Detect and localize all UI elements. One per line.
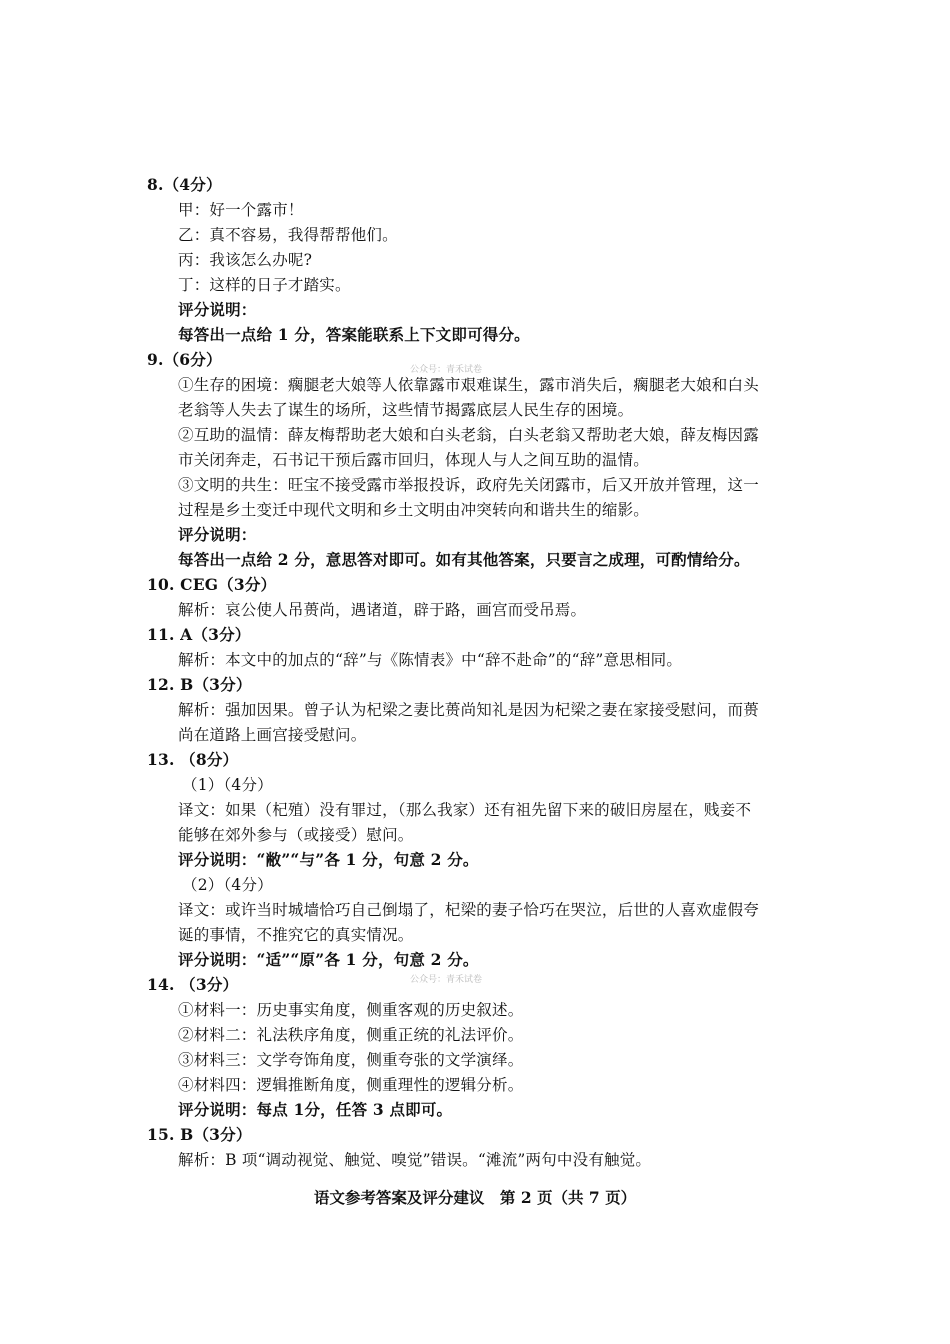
q14-score: 评分说明：每点 1分，任答 3 点即可。 [178, 1100, 453, 1119]
q15-explanation: 解析：B 项“调动视觉、触觉、嗅觉”错误。“滩流”两句中没有触觉。 [178, 1151, 652, 1169]
q9-point-2-line-1: ②互助的温情：薛友梅帮助老大娘和白头老翁，白头老翁又帮助老大娘，薛友梅因露 [178, 426, 759, 444]
q8-number: 8.（4分） [147, 175, 222, 194]
q14-material-3: ③材料三：文学夸饰角度，侧重夸张的文学演绎。 [178, 1051, 524, 1069]
q14-number: 14. （3分） [147, 975, 239, 994]
watermark: 公众号：青禾试卷 [410, 365, 483, 375]
q10-number: 10. CEG（3分） [147, 575, 277, 594]
q9-number: 9.（6分） [147, 350, 222, 369]
q12-number: 12. B（3分） [147, 675, 252, 694]
q8-score-title: 评分说明： [178, 300, 257, 319]
q8-answer-3: 丙：我该怎么办呢? [178, 251, 313, 269]
page-footer: 语文参考答案及评分建议 第 2 页（共 7 页） [313, 1188, 637, 1207]
q8-score: 每答出一点给 1 分，答案能联系上下文即可得分。 [178, 325, 530, 344]
q14-material-4: ④材料四：逻辑推断角度，侧重理性的逻辑分析。 [178, 1076, 524, 1094]
q9-score: 每答出一点给 2 分，意思答对即可。如有其他答案，只要言之成理，可酌情给分。 [178, 550, 750, 569]
q13-sub-1: （1）（4分） [182, 776, 273, 794]
q9-point-3-line-1: ③文明的共生：旺宝不接受露市举报投诉，政府先关闭露市，后又开放并管理，这一 [178, 476, 759, 494]
q9-point-1-line-2: 老翁等人失去了谋生的场所，这些情节揭露底层人民生存的困境。 [178, 401, 634, 419]
q11-number: 11. A（3分） [147, 625, 251, 644]
watermark: 公众号：青禾试卷 [410, 975, 483, 985]
q14-material-2: ②材料二：礼法秩序角度，侧重正统的礼法评价。 [178, 1026, 524, 1044]
q12-explanation-line-2: 尚在道路上画宫接受慰问。 [178, 726, 367, 744]
q8-answer-1: 甲：好一个露市！ [178, 201, 304, 219]
q13-translation-1-line-1: 译文：如果（杞殖）没有罪过，（那么我家）还有祖先留下来的破旧房屋在，贱妾不 [178, 801, 752, 819]
q13-score-2: 评分说明：“适”“原”各 1 分，句意 2 分。 [178, 950, 479, 969]
q13-number: 13. （8分） [147, 750, 239, 769]
q14-material-1: ①材料一：历史事实角度，侧重客观的历史叙述。 [178, 1001, 524, 1019]
q13-translation-2-line-2: 诞的事情，不推究它的真实情况。 [178, 926, 414, 944]
q8-answer-2: 乙：真不容易，我得帮帮他们。 [178, 226, 398, 244]
q13-translation-2-line-1: 译文：或许当时城墙恰巧自己倒塌了，杞梁的妻子恰巧在哭泣，后世的人喜欢虚假夸 [178, 901, 759, 919]
q9-point-3-line-2: 过程是乡土变迁中现代文明和乡土文明由冲突转向和谐共生的缩影。 [178, 501, 650, 519]
q9-score-title: 评分说明： [178, 525, 257, 544]
q13-sub-2: （2）（4分） [182, 876, 273, 894]
q8-answer-4: 丁：这样的日子才踏实。 [178, 276, 351, 294]
q12-explanation-line-1: 解析：强加因果。曾子认为杞梁之妻比蒉尚知礼是因为杞梁之妻在家接受慰问，而蒉 [178, 701, 759, 719]
q10-explanation: 解析：哀公使人吊蒉尚，遇诸道，辟于路，画宫而受吊焉。 [178, 601, 587, 619]
q15-number: 15. B（3分） [147, 1125, 252, 1144]
q13-score-1: 评分说明：“敝”“与”各 1 分，句意 2 分。 [178, 850, 479, 869]
q13-translation-1-line-2: 能够在郊外参与（或接受）慰问。 [178, 826, 414, 844]
q9-point-2-line-2: 市关闭奔走，石书记干预后露市回归，体现人与人之间互助的温情。 [178, 451, 650, 469]
q11-explanation: 解析：本文中的加点的“辞”与《陈情表》中“辞不赴命”的“辞”意思相同。 [178, 651, 683, 669]
q9-point-1-line-1: ①生存的困境：瘸腿老大娘等人依靠露市艰难谋生，露市消失后，瘸腿老大娘和白头 [178, 376, 759, 394]
